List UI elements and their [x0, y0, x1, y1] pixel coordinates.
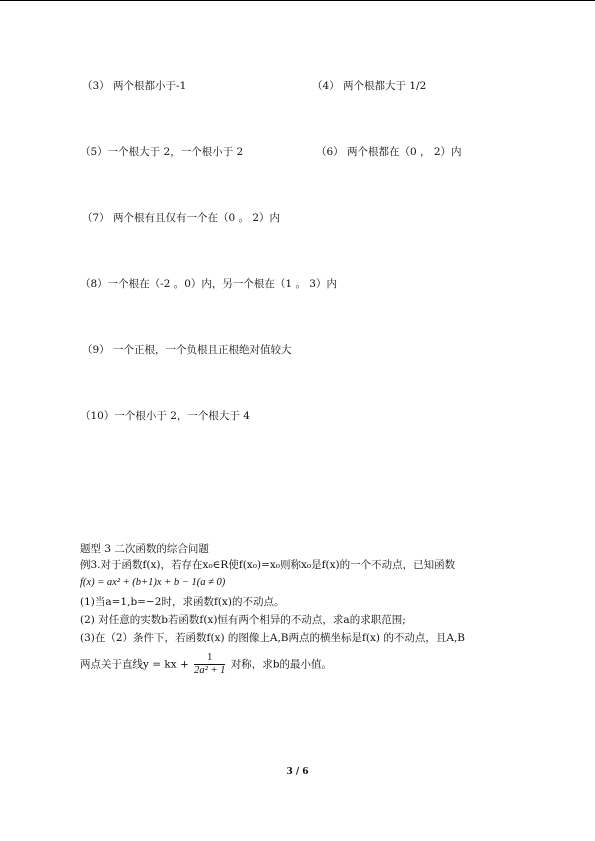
question-3: (3)在（2）条件下，若函数f(x) 的图像上A,B两点的横坐标是f(x) 的不动点，且A,B: [80, 632, 466, 644]
question-3-continued: [80, 652, 332, 677]
question-2: (2) 对任意的实数b若函数f(x)恒有两个相异的不动点，求a的求职范围;: [80, 614, 406, 626]
page-number: 3 / 6: [286, 767, 309, 777]
condition-4: （4） 两个根都大于 1/2: [312, 80, 427, 92]
condition-7: （7） 两个根有且仅有一个在（0 。 2）内: [82, 212, 281, 224]
function-definition: f(x) = ax² + (b+1)x + b − 1(a ≠ 0): [80, 577, 226, 588]
condition-10: （10）一个根小于 2，一个根大于 4: [80, 410, 250, 422]
condition-6: （6） 两个根都在（0 ， 2）内: [316, 146, 462, 158]
line-prefix: 两点关于直线y = kx +: [80, 658, 189, 671]
condition-5: （5）一个根大于 2，一个根小于 2: [80, 146, 244, 158]
condition-9: （9） 一个正根，一个负根且正根绝对值较大: [82, 344, 292, 356]
section-title: 题型 3 二次函数的综合问题: [80, 543, 209, 555]
fraction: [194, 652, 225, 677]
header-rule: [0, 0, 595, 1]
fraction-numerator: 1: [194, 652, 225, 665]
condition-8: （8）一个根在（-2 。0）内，另一个根在（1 。 3）内: [80, 278, 337, 290]
example-3-statement: 例3.对于函数f(x)，若存在x₀∈R使f(x₀)=x₀则称x₀是f(x)的一个不动点，已知函数: [80, 559, 456, 571]
fraction-denominator: 2a² + 1: [194, 665, 226, 676]
question-1: (1)当a=1,b=−2时，求函数f(x)的不动点。: [80, 596, 285, 608]
line-suffix: 对称，求b的最小值。: [230, 658, 332, 671]
condition-3: （3） 两个根都小于-1: [82, 80, 187, 92]
